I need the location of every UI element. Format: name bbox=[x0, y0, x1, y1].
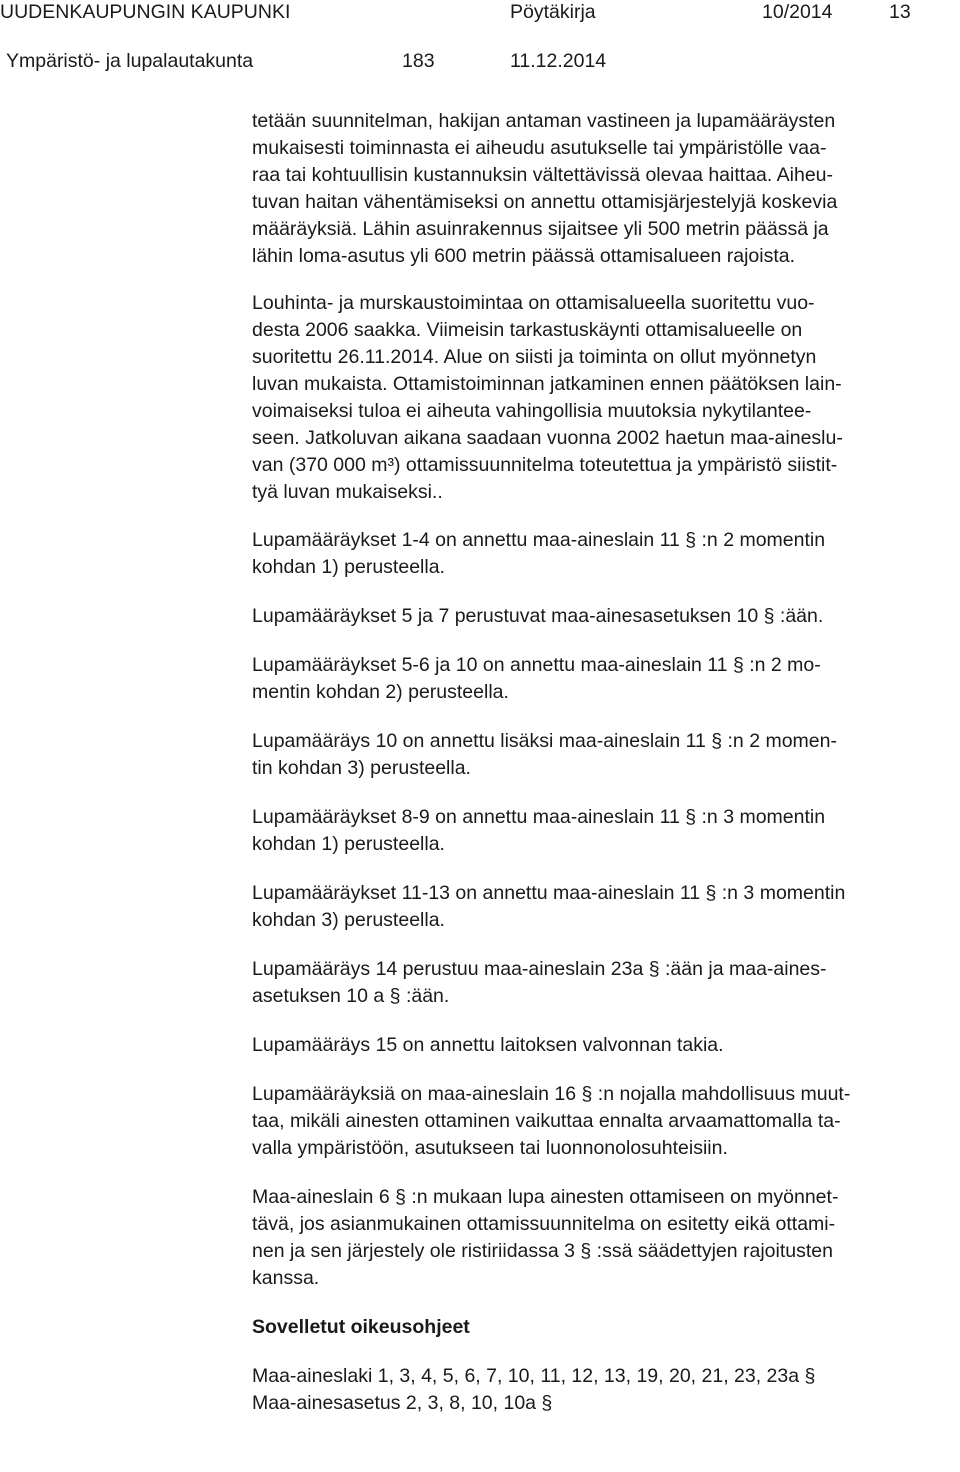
paragraph bbox=[252, 1081, 952, 1162]
paragraph bbox=[252, 652, 952, 706]
text-line: Lupamääräys 10 on annettu lisäksi maa-aineslain 11 § :n 2 momen- bbox=[252, 730, 837, 752]
document-type: Pöytäkirja bbox=[510, 1, 596, 23]
text-line: kohdan 3) perusteella. bbox=[252, 909, 445, 931]
text-line: luvan mukaista. Ottamistoiminnan jatkaminen ennen päätöksen lain- bbox=[252, 373, 842, 395]
text-line: raa tai kohtuullisin kustannuksin vältettävissä olevaa haittaa. Aiheu- bbox=[252, 164, 834, 186]
document-body bbox=[252, 108, 952, 1417]
text-line: van (370 000 m³) ottamissuunnitelma toteutettua ja ympäristö siistit- bbox=[252, 454, 838, 476]
paragraph bbox=[252, 603, 952, 630]
paragraph bbox=[252, 804, 952, 858]
applied-law-section bbox=[252, 1314, 952, 1417]
text-line: tin kohdan 3) perusteella. bbox=[252, 757, 471, 779]
text-line: Maa-aineslain 6 § :n mukaan lupa ainesten ottamiseen on myönnet- bbox=[252, 1186, 839, 1208]
law-reference-line: Maa-aineslaki 1, 3, 4, 5, 6, 7, 10, 11, 12, 13, 19, 20, 21, 23, 23a § bbox=[252, 1365, 816, 1387]
text-line: mentin kohdan 2) perusteella. bbox=[252, 681, 509, 703]
text-line: suoritettu 26.11.2014. Alue on siisti ja toiminta on ollut myönnetyn bbox=[252, 346, 817, 368]
committee-name: Ympäristö- ja lupalautakunta bbox=[6, 50, 254, 72]
text-line: asetuksen 10 a § :ään. bbox=[252, 985, 450, 1007]
paragraph bbox=[252, 290, 952, 506]
paragraph bbox=[252, 1184, 952, 1292]
text-line: desta 2006 saakka. Viimeisin tarkastuskäynti ottamisalueelle on bbox=[252, 319, 803, 341]
organization-name: UUDENKAUPUNGIN KAUPUNKI bbox=[0, 1, 291, 23]
paragraph bbox=[252, 880, 952, 934]
text-line: lähin loma-asutus yli 600 metrin päässä ottamisalueen rajoista. bbox=[252, 245, 796, 267]
text-line: kohdan 1) perusteella. bbox=[252, 556, 445, 578]
text-line: seen. Jatkoluvan aikana saadaan vuonna 2002 haetun maa-aineslu- bbox=[252, 427, 843, 449]
text-line: tuvan haitan vähentämiseksi on annettu ottamisjärjestelyjä koskevia bbox=[252, 191, 838, 213]
text-line: voimaiseksi tuloa ei aiheuta vahingollisia muutoksia nykytilantee- bbox=[252, 400, 812, 422]
text-line: Lupamääräykset 8-9 on annettu maa-aineslain 11 § :n 3 momentin bbox=[252, 806, 826, 828]
document-number: 10/2014 bbox=[762, 1, 833, 23]
text-line: kanssa. bbox=[252, 1267, 320, 1289]
paragraph bbox=[252, 728, 952, 782]
text-line: tetään suunnitelman, hakijan antaman vastineen ja lupamääräysten bbox=[252, 110, 836, 132]
text-line: määräyksiä. Lähin asuinrakennus sijaitsee yli 500 metrin päässä ja bbox=[252, 218, 829, 240]
text-line: mukaisesti toiminnasta ei aiheudu asutukselle tai ympäristölle vaa- bbox=[252, 137, 827, 159]
text-line: taa, mikäli ainesten ottaminen vaikuttaa ennalta arvaamattomalla ta- bbox=[252, 1110, 841, 1132]
applied-law-heading: Sovelletut oikeusohjeet bbox=[252, 1316, 470, 1338]
text-line: Lupamääräykset 11-13 on annettu maa-aineslain 11 § :n 3 momentin bbox=[252, 882, 846, 904]
text-line: Lupamääräykset 5 ja 7 perustuvat maa-ainesasetuksen 10 § :ään. bbox=[252, 605, 824, 627]
text-line: Lupamääräys 15 on annettu laitoksen valvonnan takia. bbox=[252, 1034, 724, 1056]
text-line: Lupamääräykset 5-6 ja 10 on annettu maa-aineslain 11 § :n 2 mo- bbox=[252, 654, 821, 676]
text-line: Louhinta- ja murskaustoimintaa on ottamisalueella suoritettu vuo- bbox=[252, 292, 815, 314]
text-line: Lupamääräykset 1-4 on annettu maa-aineslain 11 § :n 2 momentin bbox=[252, 529, 826, 551]
text-line: valla ympäristöön, asutukseen tai luonnonolosuhteisiin. bbox=[252, 1137, 728, 1159]
meeting-date: 11.12.2014 bbox=[510, 50, 607, 72]
law-reference-line: Maa-ainesasetus 2, 3, 8, 10, 10a § bbox=[252, 1392, 553, 1414]
paragraph bbox=[252, 1032, 952, 1059]
text-line: kohdan 1) perusteella. bbox=[252, 833, 445, 855]
text-line: Lupamääräyksiä on maa-aineslain 16 § :n nojalla mahdollisuus muut- bbox=[252, 1083, 851, 1105]
paragraph bbox=[252, 108, 952, 270]
paragraph bbox=[252, 956, 952, 1010]
page-number: 13 bbox=[889, 1, 911, 23]
text-line: tävä, jos asianmukainen ottamissuunnitelma on esitetty eikä ottami- bbox=[252, 1213, 836, 1235]
text-line: Lupamääräys 14 perustuu maa-aineslain 23a § :ään ja maa-aines- bbox=[252, 958, 827, 980]
section-number: 183 bbox=[402, 50, 435, 72]
text-line: tyä luvan mukaiseksi.. bbox=[252, 481, 443, 503]
text-line: nen ja sen järjestely ole ristiriidassa 3 § :ssä säädettyjen rajoitusten bbox=[252, 1240, 833, 1262]
paragraph bbox=[252, 527, 952, 581]
